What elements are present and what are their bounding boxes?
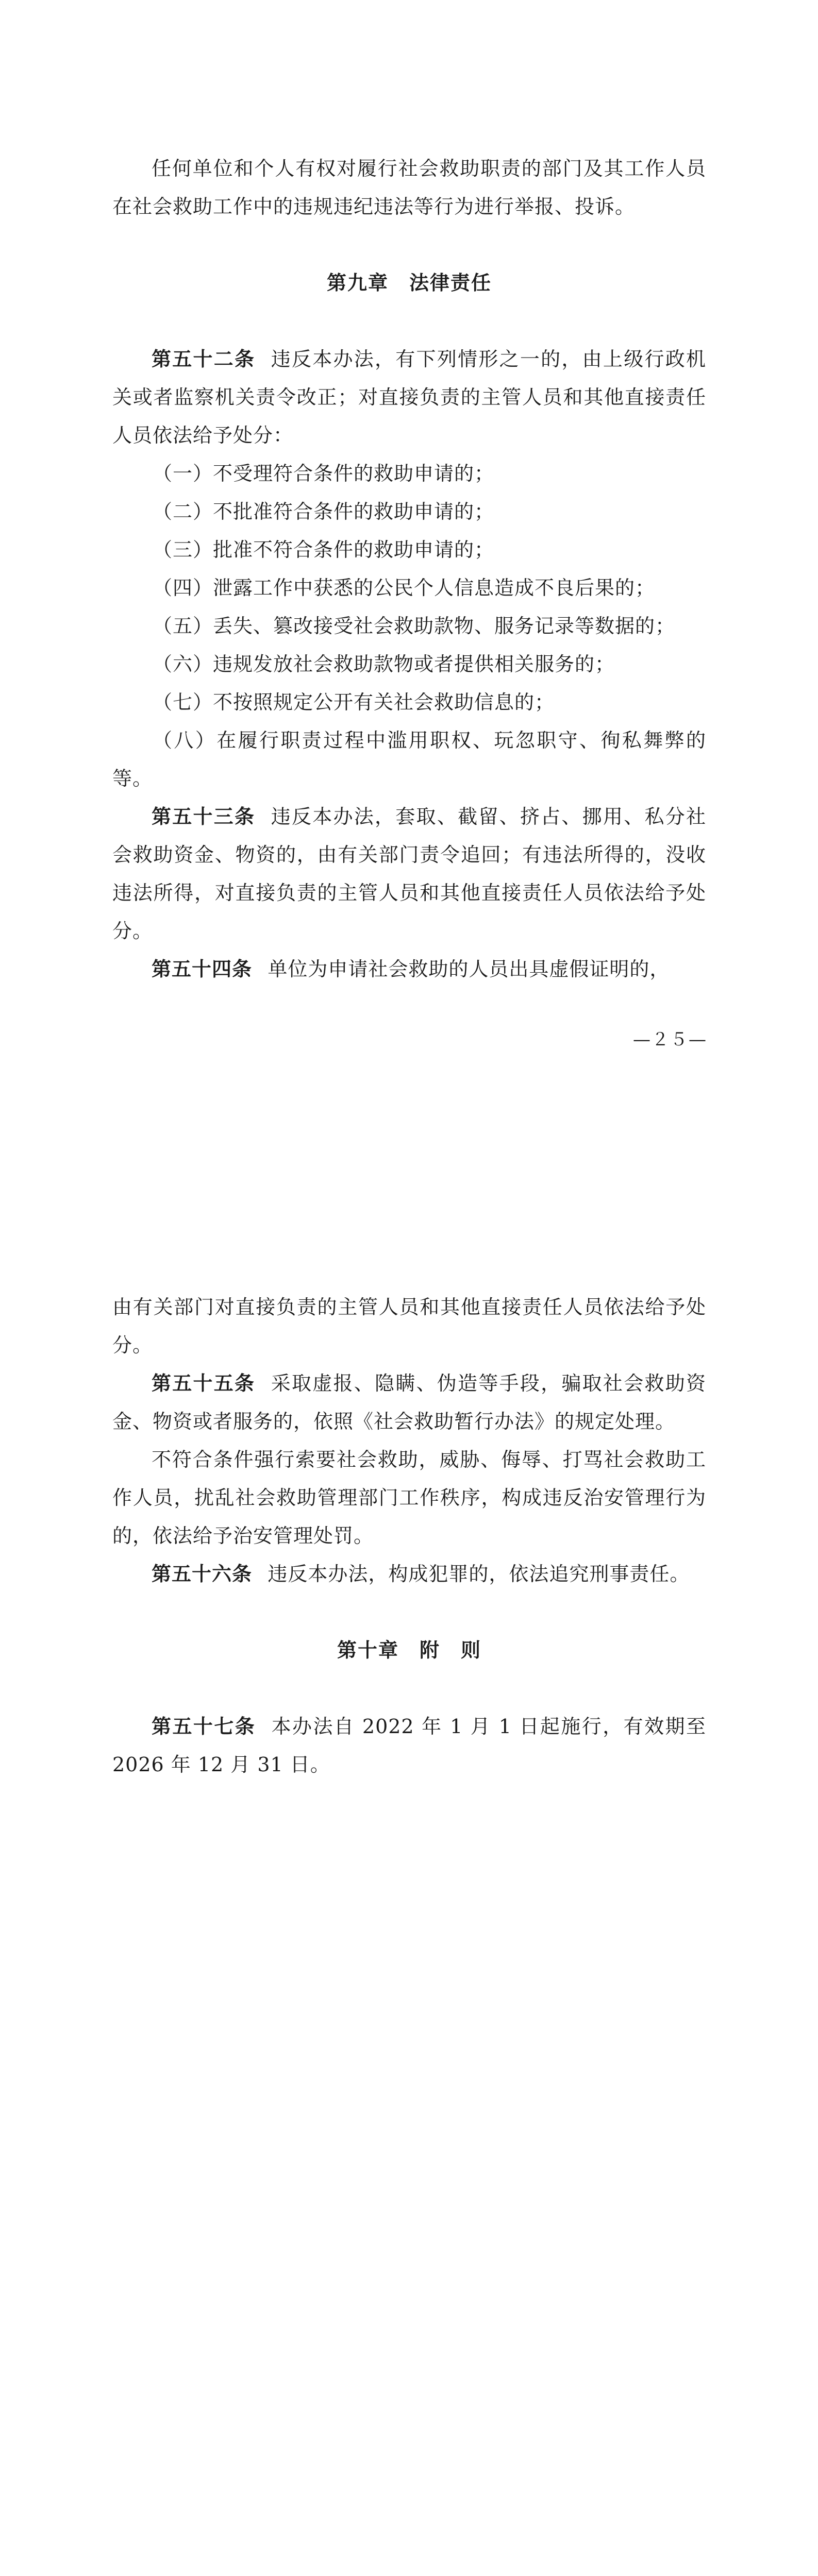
article-55-label: 第五十五条: [152, 1372, 256, 1395]
list-item: （八）在履行职责过程中滥用职权、玩忽职守、徇私舞弊的等。: [112, 729, 706, 790]
list-item: （三）批准不符合条件的救助申请的；: [153, 538, 495, 561]
article-56: [112, 1555, 706, 1593]
article-57-text: 本办法自 2022 年 1 月 1 日起施行，有效期至 2026 年 12 月 31 日。: [112, 1715, 706, 1776]
page-number: —２５—: [633, 1029, 707, 1050]
article-52: [112, 340, 706, 454]
article-57: [112, 1707, 706, 1784]
article-56-label: 第五十六条: [152, 1563, 253, 1585]
page-body: [112, 1288, 706, 1784]
article-53-label: 第五十三条: [152, 805, 256, 828]
intro-paragraph: 任何单位和个人有权对履行社会救助职责的部门及其工作人员在社会救助工作中的违规违纪违法等行为进行举报、投诉。: [112, 157, 706, 218]
list-item: （二）不批准符合条件的救助申请的；: [153, 500, 495, 523]
article-55-text: 采取虚报、隐瞒、伪造等手段，骗取社会救助资金、物资或者服务的，依照《社会救助暂行办法》的规定处理。: [112, 1372, 706, 1433]
page-body: [112, 149, 706, 988]
article-54-continuation: 由有关部门对直接负责的主管人员和其他直接责任人员依法给予处分。: [112, 1296, 706, 1357]
article-52-text: 违反本办法，有下列情形之一的，由上级行政机关或者监察机关责令改正；对直接负责的主管人员和其他直接责任人员依法给予处分：: [112, 348, 706, 447]
article-52-label: 第五十二条: [152, 348, 256, 370]
article-53-text: 违反本办法，套取、截留、挤占、挪用、私分社会救助资金、物资的，由有关部门责令追回；有违法所得的，没收违法所得，对直接负责的主管人员和其他直接责任人员依法给予处分。: [112, 805, 706, 942]
list-item: （五）丢失、篡改接受社会救助款物、服务记录等数据的；: [153, 615, 676, 637]
document-page-26: [0, 1157, 818, 2313]
chapter-10-title: 第十章 附 则: [337, 1639, 481, 1662]
article-55-paragraph-2: 不符合条件强行索要社会救助，威胁、侮辱、打骂社会救助工作人员，扰乱社会救助管理部门工作秩序，构成违反治安管理行为的，依法给予治安管理处罚。: [112, 1448, 706, 1547]
document-page-25: [0, 0, 818, 1157]
article-57-label: 第五十七条: [152, 1715, 256, 1738]
article-54: [112, 950, 706, 988]
article-52-items: [112, 454, 706, 798]
list-item: （一）不受理符合条件的救助申请的；: [153, 462, 495, 485]
article-53: [112, 798, 706, 950]
article-55: [112, 1364, 706, 1440]
list-item: （四）泄露工作中获悉的公民个人信息造成不良后果的；: [153, 577, 656, 599]
article-56-text: 违反本办法，构成犯罪的，依法追究刑事责任。: [268, 1563, 690, 1585]
chapter-9-title: 第九章 法律责任: [326, 272, 492, 294]
article-54-label: 第五十四条: [152, 958, 253, 980]
list-item: （六）违规发放社会救助款物或者提供相关服务的；: [153, 653, 615, 675]
list-item: （七）不按照规定公开有关社会救助信息的；: [153, 691, 555, 714]
article-54-text: 单位为申请社会救助的人员出具虚假证明的，: [268, 958, 670, 980]
